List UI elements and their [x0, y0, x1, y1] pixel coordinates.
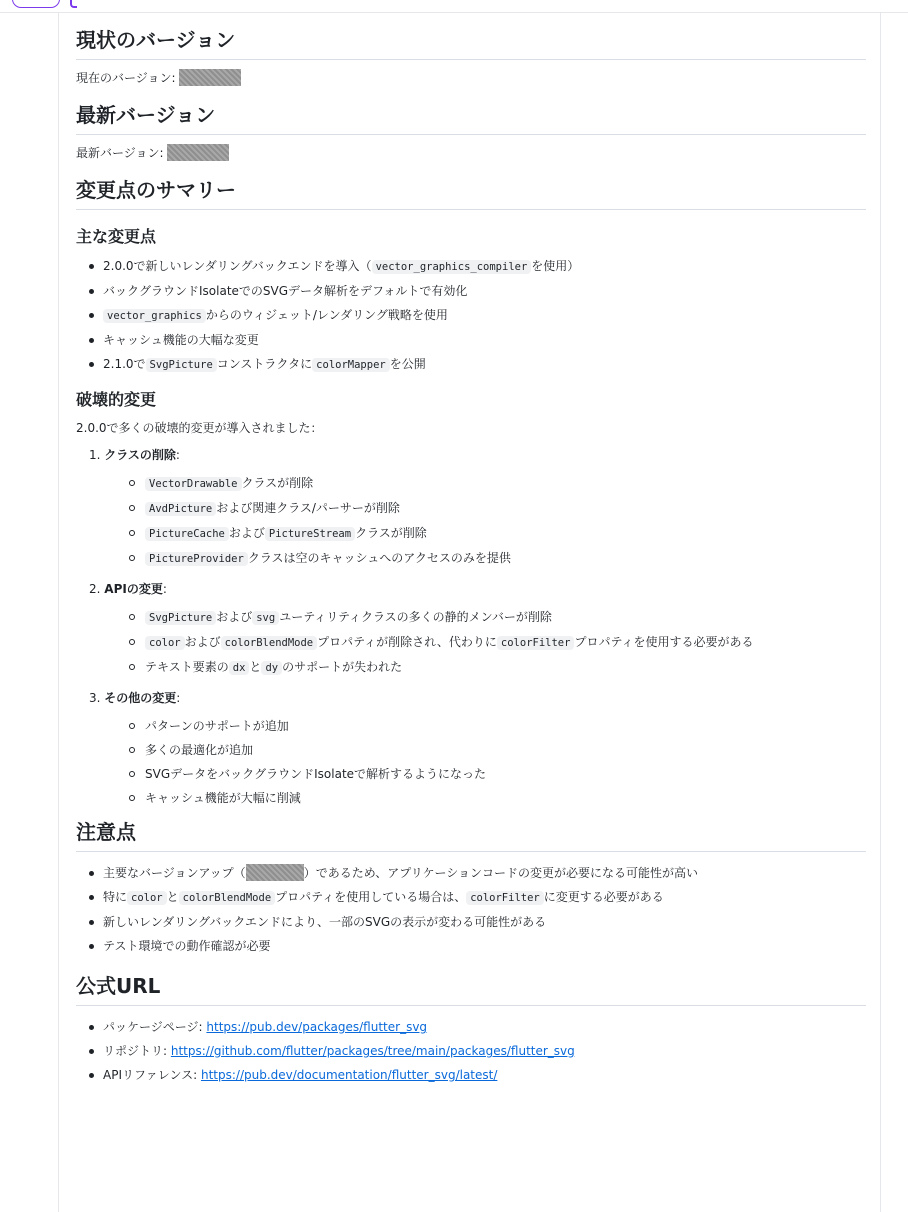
breaking-groups [76, 445, 866, 810]
notes-list [76, 861, 866, 958]
list-item: キャッシュ機能の大幅な変更 [89, 328, 866, 352]
package-page-link[interactable]: https://pub.dev/packages/flutter_svg [206, 1020, 428, 1034]
list-item: キャッシュ機能が大幅に削減 [129, 786, 866, 810]
numbered-item: 2. APIの変更: SvgPicture および svg ユーティリティクラスの多くの静的メンバーが削除 color および colorBlendMode プロパティが削除され、代わりに colorFilter プロパティを使用する必要がある テキスト要素の dx と dy のサポートが失われた [89, 579, 866, 680]
numbered-item: 3. その他の変更: パターンのサポートが追加 多くの最適化が追加 SVGデータをバックグラウンドIsolateで解析するようになった キャッシュ機能が大幅に削減 [89, 688, 866, 810]
section-current-version [76, 28, 866, 87]
redacted-version [246, 864, 304, 881]
heading-summary: 変更点のサマリー [76, 178, 866, 210]
current-version-line: 現在のバージョン: [76, 69, 866, 87]
markdown-document [76, 28, 866, 1103]
list-item: パターンのサポートが追加 [129, 714, 866, 738]
toolbar-pill-button[interactable] [12, 0, 60, 8]
api-reference-link[interactable]: https://pub.dev/documentation/flutter_svg/latest/ [200, 1068, 498, 1082]
heading-notes: 注意点 [76, 820, 866, 852]
list-item: 多くの最適化が追加 [129, 738, 866, 762]
breaking-intro: 2.0.0で多くの破壊的変更が導入されました： [76, 421, 323, 435]
heading-latest-version: 最新バージョン [76, 103, 866, 135]
list-item: vector_graphics からのウィジェット/レンダリング戦略を使用 [89, 303, 866, 328]
sub-list [89, 714, 866, 810]
list-item: VectorDrawable クラスが削除 [129, 471, 866, 496]
section-latest-version [76, 103, 866, 162]
list-item: PictureProvider クラスは空のキャッシュへのアクセスのみを提供 [129, 546, 866, 571]
list-item: APIリファレンス: https://pub.dev/documentation/flutter_svg/latest/ [89, 1063, 866, 1087]
list-item: SVGデータをバックグラウンドIsolateで解析するようになった [129, 762, 866, 786]
section-summary [76, 178, 866, 810]
repository-link[interactable]: https://github.com/flutter/packages/tree/main/packages/flutter_svg [170, 1044, 575, 1058]
redacted-version [167, 144, 229, 161]
list-item: color および colorBlendMode プロパティが削除され、代わりに colorFilter プロパティを使用する必要がある [129, 630, 866, 655]
numbered-item: 1. クラスの削除: VectorDrawable クラスが削除 AvdPicture および関連クラス/パーサーが削除 PictureCache および PictureStream クラスが削除 PictureProvider クラスは空のキャッシュへのアクセスのみを提供 [89, 445, 866, 571]
list-item: パッケージページ: https://pub.dev/packages/flutter_svg [89, 1015, 866, 1039]
list-item: 特に color と colorBlendMode プロパティを使用している場合は、 colorFilter に変更する必要がある [89, 885, 866, 910]
heading-main-changes: 主な変更点 [76, 227, 157, 246]
list-item: 2.0.0で新しいレンダリングバックエンドを導入（ vector_graphics_compiler を使用） [89, 254, 866, 279]
list-item: リポジトリ: https://github.com/flutter/packages/tree/main/packages/flutter_svg [89, 1039, 866, 1063]
list-item: 2.1.0で SvgPicture コンストラクタに colorMapper を公開 [89, 352, 866, 377]
section-notes [76, 820, 866, 958]
heading-breaking-changes: 破壊的変更 [76, 390, 157, 409]
list-item: 新しいレンダリングバックエンドにより、一部のSVGの表示が変わる可能性がある [89, 910, 866, 934]
section-urls [76, 974, 866, 1087]
urls-list [76, 1015, 866, 1087]
list-item: PictureCache および PictureStream クラスが削除 [129, 521, 866, 546]
list-item: テスト環境での動作確認が必要 [89, 934, 866, 958]
list-item: SvgPicture および svg ユーティリティクラスの多くの静的メンバーが削除 [129, 605, 866, 630]
list-item: バックグラウンドIsolateでのSVGデータ解析をデフォルトで有効化 [89, 279, 866, 303]
latest-version-line: 最新バージョン: [76, 144, 866, 162]
sub-list [89, 605, 866, 680]
heading-current-version: 現状のバージョン [76, 28, 866, 60]
list-item: 主要なバージョンアップ（ ）であるため、アプリケーションコードの変更が必要になる可能性が高い [89, 861, 866, 885]
main-changes-list [76, 254, 866, 377]
list-item: テキスト要素の dx と dy のサポートが失われた [129, 655, 866, 680]
heading-urls: 公式URL [76, 974, 866, 1006]
list-item: AvdPicture および関連クラス/パーサーが削除 [129, 496, 866, 521]
sub-list [89, 471, 866, 571]
edit-icon[interactable] [70, 0, 77, 8]
redacted-version [179, 69, 241, 86]
